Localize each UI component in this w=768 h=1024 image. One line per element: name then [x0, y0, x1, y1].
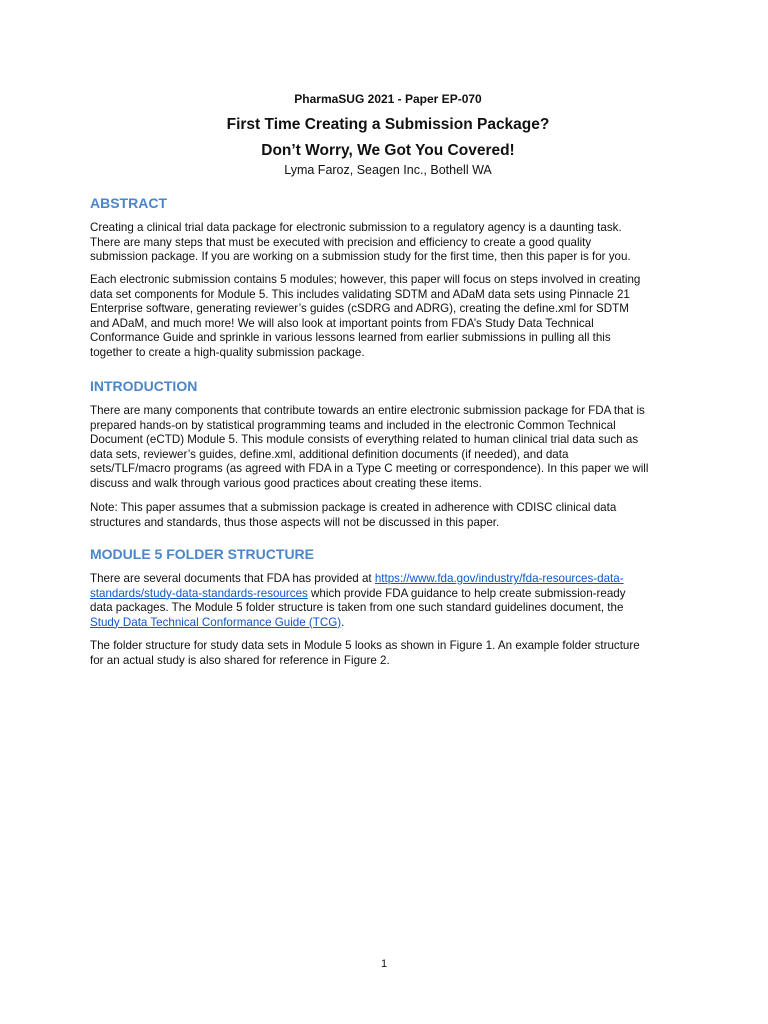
introduction-heading: INTRODUCTION — [90, 378, 198, 394]
author-line: Lyma Faroz, Seagen Inc., Bothell WA — [284, 163, 492, 177]
module5-text-a: There are several documents that FDA has provided at — [90, 572, 375, 585]
fda-resources-link[interactable]: https://www.fda.gov/industry/fda-resources-data-standards/study-data-standards-resources — [90, 572, 624, 600]
abstract-paragraph-1: Creating a clinical trial data package for electronic submission to a regulatory agency is a daunting task. There are many steps that must be executed with precision and efficiency to create a good quality submission package. If you are working on a submission study for the first time, then this paper is for you. — [90, 221, 631, 263]
abstract-heading: ABSTRACT — [90, 195, 167, 211]
module5-text-b: which provide FDA guidance to help create submission-ready data packages. The Module 5 folder structure is taken from one such standard guidelines document, the — [90, 586, 626, 614]
conference-line: PharmaSUG 2021 - Paper EP-070 — [294, 92, 482, 106]
module5-paragraph-1 — [90, 572, 650, 630]
module5-text-c: . — [341, 615, 345, 629]
page-number: 1 — [380, 958, 388, 970]
abstract-paragraph-2: Each electronic submission contains 5 modules; however, this paper will focus on steps involved in creating data set components for Module 5. This includes validating SDTM and ADaM data sets using Pinnacle 21 Enterprise software, generating reviewer’s guides (cSDRG and ADRG), creating the define.xml for SDTM and ADaM, and much more! We will also look at important points from FDA’s Study Data Technical Conformance Guide and sprinkle in various lessons learned from earlier submissions in pulling all this together to create a high-quality submission package. — [90, 273, 641, 359]
paper-title-line1: First Time Creating a Submission Package? — [226, 116, 550, 133]
tcg-link[interactable]: Study Data Technical Conformance Guide (TCG) — [90, 615, 342, 629]
introduction-paragraph-1: There are many components that contribute towards an entire electronic submission package for FDA that is prepared hands-on by statistical programming teams and included in the electronic Common Technical Document (eCTD) Module 5. This module consists of everything related to human clinical trial data such as data sets, reviewer’s guides, define.xml, additional definition documents (if needed), and data sets/TLF/macro programs (as agreed with FDA in a Type C meeting or correspondence). In this paper we will discuss and walk through various good practices about creating these items. — [90, 404, 649, 490]
introduction-paragraph-2: Note: This paper assumes that a submission package is created in adherence with CDISC clinical data structures and standards, thus those aspects will not be discussed in this paper. — [90, 501, 617, 529]
module5-paragraph-2: The folder structure for study data sets in Module 5 looks as shown in Figure 1. An example folder structure for an actual study is also shared for reference in Figure 2. — [90, 639, 640, 667]
module5-heading: MODULE 5 FOLDER STRUCTURE — [90, 546, 314, 562]
paper-title-line2: Don’t Worry, We Got You Covered! — [261, 142, 515, 159]
